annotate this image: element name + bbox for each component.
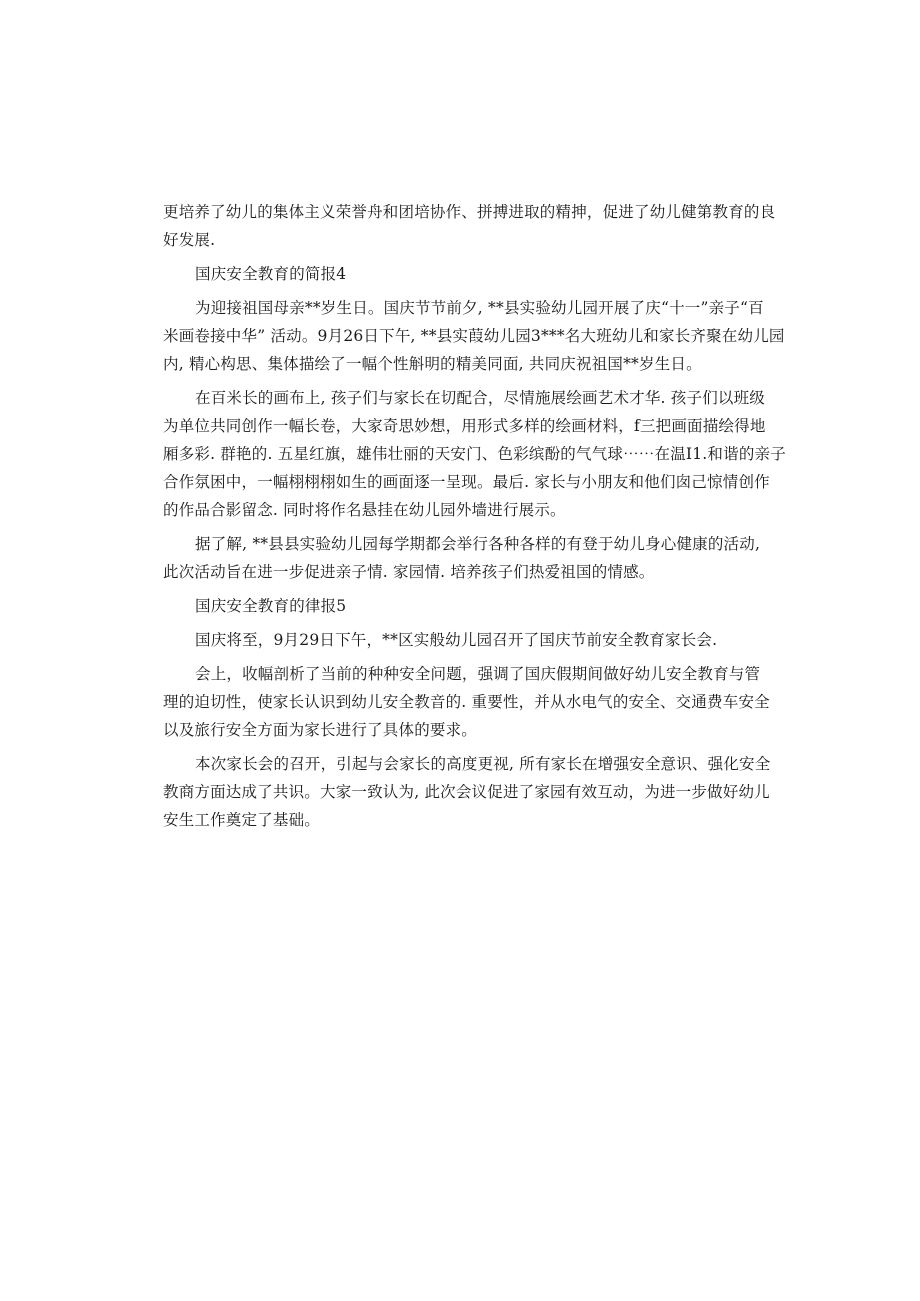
paragraph <box>163 660 770 744</box>
text-line: 好发展. <box>163 231 216 249</box>
paragraph <box>163 750 771 834</box>
section-heading: 国庆安全教育的简报4 <box>195 265 347 283</box>
text-line: 据了解, **县县实验幼儿园每学期都会举行各种各样的有登于幼儿身心健康的活动, <box>195 535 761 553</box>
text-line: 本次家长会的召开，引起与会家长的高度更视, 所有家长在增强安全意识、强化安全 <box>195 755 771 773</box>
text-line: 在百米长的画布上, 孩子们与家长在切配合，尽情施展绘画艺术才华. 孩子们以班级 <box>195 389 766 407</box>
paragraph <box>163 530 763 586</box>
text-line: 为单位共同创作一幅长卷，大家奇思妙想，用形式多样的绘画材料，f三把画面描绘得地 <box>163 417 766 435</box>
paragraph <box>163 626 763 654</box>
section-heading: 国庆安全教育的律报5 <box>195 597 347 615</box>
paragraph-continuation <box>163 198 776 254</box>
document-body <box>163 198 786 834</box>
text-line: 理的迫切性，使家长认识到幼儿安全教音的. 重要性，并从水电气的安全、交通费车安全 <box>163 693 770 711</box>
text-line: 内, 精心构思、集体描绘了一幅个性斛明的精美同面, 共同庆祝祖国**岁生日。 <box>163 355 702 373</box>
text-line: 的作品合影留念. 同时将作名悬挂在幼儿园外墙进行展示。 <box>163 501 566 519</box>
paragraph <box>163 294 785 378</box>
text-line: 为迎接祖国母亲**岁生日。国庆节节前夕, **县实验幼儿园开展了庆“十一”亲子“百 <box>195 299 764 317</box>
text-line: 国庆将至，9月29日下午，**区实般幼儿园召开了国庆节前安全教育家长会. <box>195 631 718 649</box>
text-line: 厢多彩. 群艳的. 五星红旗，雄伟壮丽的天安门、色彩缤酚的气气球⋯⋯在温I1.和谐的亲子 <box>163 445 786 463</box>
text-line: 安生工作奠定了基础。 <box>163 811 321 829</box>
text-line: 此次活动旨在进一步促进亲子情. 家园情. 培养孩子们热爱祖国的情感。 <box>163 563 655 581</box>
text-line: 会上，收幅剖析了当前的种种安全问题，强调了国庆假期间做好幼儿安全教育与管 <box>195 665 761 683</box>
paragraph <box>163 384 786 524</box>
text-line: 合作氛困中，一幅栩栩栩如生的画面逐一呈现。最后. 家长与小朋友和他们囱己惊情创作 <box>163 473 770 491</box>
text-line: 教商方面达成了共识。大家一致认为, 此次会议促进了家园有效互动，为进一步做好幼儿 <box>163 783 770 801</box>
text-line: 以及旅行安全方面为家长进行了具体的要求。 <box>163 721 478 739</box>
text-line: 更培养了幼儿的集体主义荣誉舟和团培协作、拼搏进取的精抻，促进了幼儿健第教育的良 <box>163 203 776 221</box>
text-line: 米画卷接中华” 活动。9月26日下午, **县实葭幼儿园3***名大班幼儿和家长齐聚在幼儿园 <box>163 327 785 345</box>
